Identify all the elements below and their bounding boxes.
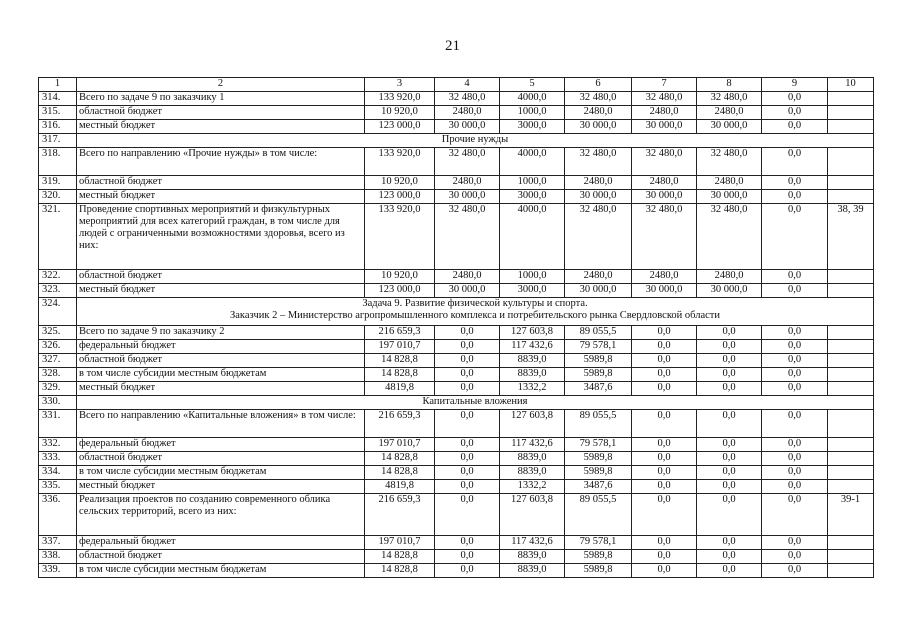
description-cell: в том числе субсидии местным бюджетам	[77, 564, 365, 578]
value-cell: 30 000,0	[632, 120, 697, 134]
value-cell: 0,0	[697, 564, 762, 578]
value-cell: 0,0	[697, 326, 762, 340]
value-cell: 197 010,7	[365, 536, 435, 550]
value-cell: 133 920,0	[365, 204, 435, 270]
value-cell: 2480,0	[697, 270, 762, 284]
value-cell: 0,0	[435, 564, 500, 578]
target-ref-cell: 38, 39	[828, 204, 874, 270]
header-row	[39, 78, 874, 92]
value-cell: 14 828,8	[365, 550, 435, 564]
value-cell: 1332,2	[500, 382, 565, 396]
row-number: 326.	[39, 340, 77, 354]
value-cell: 32 480,0	[565, 148, 632, 176]
value-cell: 0,0	[762, 480, 828, 494]
value-cell: 5989,8	[565, 354, 632, 368]
section-title-line: Задача 9. Развитие физической культуры и спорта.	[362, 298, 588, 309]
value-cell: 0,0	[762, 270, 828, 284]
target-ref-cell	[828, 410, 874, 438]
value-cell: 133 920,0	[365, 148, 435, 176]
value-cell: 0,0	[435, 340, 500, 354]
value-cell: 2480,0	[697, 106, 762, 120]
header-cell: 8	[697, 78, 762, 92]
table-body	[39, 92, 874, 578]
header-cell: 4	[435, 78, 500, 92]
target-ref-cell	[828, 120, 874, 134]
description-cell: Реализация проектов по созданию современного облика сельских территорий, всего из них:	[77, 494, 365, 536]
row-number: 331.	[39, 410, 77, 438]
row-number: 329.	[39, 382, 77, 396]
value-cell: 8839,0	[500, 564, 565, 578]
section-title: Капитальные вложения	[77, 396, 874, 410]
value-cell: 0,0	[435, 410, 500, 438]
row-number: 316.	[39, 120, 77, 134]
value-cell: 3000,0	[500, 190, 565, 204]
value-cell: 0,0	[762, 176, 828, 190]
row-number: 325.	[39, 326, 77, 340]
row-number: 317.	[39, 134, 77, 148]
value-cell: 0,0	[762, 452, 828, 466]
value-cell: 0,0	[762, 148, 828, 176]
description-cell: федеральный бюджет	[77, 438, 365, 452]
value-cell: 0,0	[697, 480, 762, 494]
table-row	[39, 204, 874, 270]
value-cell: 79 578,1	[565, 438, 632, 452]
value-cell: 2480,0	[565, 270, 632, 284]
value-cell: 0,0	[697, 382, 762, 396]
table-row	[39, 284, 874, 298]
value-cell: 0,0	[632, 466, 697, 480]
description-cell: федеральный бюджет	[77, 536, 365, 550]
value-cell: 8839,0	[500, 354, 565, 368]
table-row	[39, 326, 874, 340]
value-cell: 0,0	[762, 438, 828, 452]
value-cell: 0,0	[697, 368, 762, 382]
table-row	[39, 190, 874, 204]
value-cell: 32 480,0	[632, 204, 697, 270]
value-cell: 4819,8	[365, 382, 435, 396]
description-cell: в том числе субсидии местным бюджетам	[77, 466, 365, 480]
section-title-line: Заказчик 2 – Министерство агропромышленного комплекса и потребительского рынка Свердловской области	[230, 310, 720, 321]
header-cell: 6	[565, 78, 632, 92]
value-cell: 216 659,3	[365, 410, 435, 438]
value-cell: 0,0	[632, 564, 697, 578]
value-cell: 32 480,0	[697, 204, 762, 270]
target-ref-cell	[828, 148, 874, 176]
value-cell: 14 828,8	[365, 354, 435, 368]
value-cell: 2480,0	[435, 176, 500, 190]
value-cell: 0,0	[762, 410, 828, 438]
value-cell: 14 828,8	[365, 452, 435, 466]
page-number: 21	[445, 38, 460, 54]
value-cell: 123 000,0	[365, 120, 435, 134]
value-cell: 8839,0	[500, 466, 565, 480]
table-row	[39, 92, 874, 106]
target-ref-cell	[828, 564, 874, 578]
value-cell: 127 603,8	[500, 326, 565, 340]
description-cell: Проведение спортивных мероприятий и физкультурных мероприятий для всех категорий граждан, в том числе для людей с ограниченными возможностями здоровья, всего из них:	[77, 204, 365, 270]
description-cell: Всего по направлению «Прочие нужды» в том числе:	[77, 148, 365, 176]
description-cell: местный бюджет	[77, 120, 365, 134]
value-cell: 0,0	[697, 438, 762, 452]
value-cell: 30 000,0	[565, 284, 632, 298]
value-cell: 32 480,0	[565, 204, 632, 270]
value-cell: 197 010,7	[365, 340, 435, 354]
value-cell: 0,0	[435, 326, 500, 340]
value-cell: 8839,0	[500, 550, 565, 564]
row-number: 315.	[39, 106, 77, 120]
value-cell: 0,0	[435, 480, 500, 494]
value-cell: 0,0	[435, 354, 500, 368]
value-cell: 0,0	[632, 438, 697, 452]
value-cell: 0,0	[762, 190, 828, 204]
value-cell: 32 480,0	[632, 148, 697, 176]
value-cell: 0,0	[762, 466, 828, 480]
value-cell: 4000,0	[500, 92, 565, 106]
value-cell: 89 055,5	[565, 494, 632, 536]
value-cell: 127 603,8	[500, 410, 565, 438]
value-cell: 2480,0	[435, 106, 500, 120]
value-cell: 5989,8	[565, 452, 632, 466]
value-cell: 2480,0	[697, 176, 762, 190]
value-cell: 0,0	[762, 204, 828, 270]
header-cell: 5	[500, 78, 565, 92]
value-cell: 89 055,5	[565, 326, 632, 340]
value-cell: 0,0	[632, 550, 697, 564]
target-ref-cell	[828, 106, 874, 120]
row-number: 333.	[39, 452, 77, 466]
value-cell: 0,0	[762, 326, 828, 340]
value-cell: 1000,0	[500, 176, 565, 190]
description-cell: Всего по задаче 9 по заказчику 2	[77, 326, 365, 340]
value-cell: 3487,6	[565, 382, 632, 396]
value-cell: 0,0	[435, 494, 500, 536]
section-title	[77, 298, 874, 326]
value-cell: 0,0	[762, 564, 828, 578]
value-cell: 30 000,0	[435, 190, 500, 204]
value-cell: 0,0	[762, 536, 828, 550]
target-ref-cell	[828, 368, 874, 382]
value-cell: 10 920,0	[365, 176, 435, 190]
row-number: 332.	[39, 438, 77, 452]
value-cell: 32 480,0	[697, 148, 762, 176]
value-cell: 0,0	[632, 536, 697, 550]
value-cell: 197 010,7	[365, 438, 435, 452]
target-ref-cell	[828, 466, 874, 480]
value-cell: 32 480,0	[435, 204, 500, 270]
section-title: Прочие нужды	[77, 134, 874, 148]
value-cell: 0,0	[435, 382, 500, 396]
value-cell: 0,0	[762, 354, 828, 368]
value-cell: 32 480,0	[435, 148, 500, 176]
value-cell: 0,0	[632, 410, 697, 438]
table-row	[39, 134, 874, 148]
value-cell: 30 000,0	[632, 190, 697, 204]
table-header	[39, 78, 874, 92]
row-number: 319.	[39, 176, 77, 190]
description-cell: Всего по задаче 9 по заказчику 1	[77, 92, 365, 106]
value-cell: 2480,0	[632, 106, 697, 120]
value-cell: 216 659,3	[365, 494, 435, 536]
target-ref-cell	[828, 340, 874, 354]
table-row	[39, 120, 874, 134]
value-cell: 0,0	[697, 354, 762, 368]
value-cell: 14 828,8	[365, 466, 435, 480]
target-ref-cell: 39-1	[828, 494, 874, 536]
value-cell: 0,0	[435, 466, 500, 480]
value-cell: 127 603,8	[500, 494, 565, 536]
value-cell: 0,0	[762, 284, 828, 298]
value-cell: 30 000,0	[697, 120, 762, 134]
row-number: 314.	[39, 92, 77, 106]
value-cell: 123 000,0	[365, 284, 435, 298]
target-ref-cell	[828, 536, 874, 550]
value-cell: 3000,0	[500, 284, 565, 298]
table-row	[39, 382, 874, 396]
value-cell: 0,0	[632, 480, 697, 494]
row-number: 334.	[39, 466, 77, 480]
value-cell: 0,0	[435, 536, 500, 550]
row-number: 335.	[39, 480, 77, 494]
value-cell: 0,0	[632, 354, 697, 368]
row-number: 318.	[39, 148, 77, 176]
target-ref-cell	[828, 438, 874, 452]
value-cell: 0,0	[762, 550, 828, 564]
table-row	[39, 410, 874, 438]
value-cell: 30 000,0	[565, 120, 632, 134]
description-cell: в том числе субсидии местным бюджетам	[77, 368, 365, 382]
header-cell: 3	[365, 78, 435, 92]
description-cell: федеральный бюджет	[77, 340, 365, 354]
value-cell: 0,0	[632, 382, 697, 396]
value-cell: 0,0	[762, 120, 828, 134]
description-cell: местный бюджет	[77, 190, 365, 204]
table-row	[39, 494, 874, 536]
row-number: 324.	[39, 298, 77, 326]
value-cell: 2480,0	[632, 270, 697, 284]
table-row	[39, 466, 874, 480]
target-ref-cell	[828, 480, 874, 494]
target-ref-cell	[828, 176, 874, 190]
value-cell: 32 480,0	[632, 92, 697, 106]
value-cell: 1332,2	[500, 480, 565, 494]
value-cell: 123 000,0	[365, 190, 435, 204]
value-cell: 32 480,0	[435, 92, 500, 106]
value-cell: 10 920,0	[365, 270, 435, 284]
header-cell: 7	[632, 78, 697, 92]
value-cell: 0,0	[632, 368, 697, 382]
row-number: 323.	[39, 284, 77, 298]
value-cell: 4819,8	[365, 480, 435, 494]
row-number: 321.	[39, 204, 77, 270]
row-number: 337.	[39, 536, 77, 550]
value-cell: 30 000,0	[697, 284, 762, 298]
value-cell: 5989,8	[565, 466, 632, 480]
target-ref-cell	[828, 382, 874, 396]
value-cell: 0,0	[762, 92, 828, 106]
table-row	[39, 536, 874, 550]
row-number: 322.	[39, 270, 77, 284]
value-cell: 1000,0	[500, 106, 565, 120]
value-cell: 79 578,1	[565, 536, 632, 550]
description-cell: областной бюджет	[77, 270, 365, 284]
value-cell: 4000,0	[500, 204, 565, 270]
value-cell: 0,0	[632, 494, 697, 536]
target-ref-cell	[828, 190, 874, 204]
value-cell: 117 432,6	[500, 536, 565, 550]
table-row	[39, 438, 874, 452]
description-cell: Всего по направлению «Капитальные вложения» в том числе:	[77, 410, 365, 438]
value-cell: 8839,0	[500, 452, 565, 466]
table-row	[39, 396, 874, 410]
target-ref-cell	[828, 452, 874, 466]
value-cell: 117 432,6	[500, 438, 565, 452]
value-cell: 0,0	[697, 466, 762, 480]
value-cell: 10 920,0	[365, 106, 435, 120]
value-cell: 0,0	[697, 536, 762, 550]
value-cell: 0,0	[762, 340, 828, 354]
table-row	[39, 106, 874, 120]
description-cell: областной бюджет	[77, 106, 365, 120]
row-number: 330.	[39, 396, 77, 410]
value-cell: 14 828,8	[365, 368, 435, 382]
table-row	[39, 452, 874, 466]
value-cell: 0,0	[697, 340, 762, 354]
value-cell: 4000,0	[500, 148, 565, 176]
value-cell: 8839,0	[500, 368, 565, 382]
table-row	[39, 564, 874, 578]
value-cell: 133 920,0	[365, 92, 435, 106]
value-cell: 30 000,0	[565, 190, 632, 204]
table-row	[39, 368, 874, 382]
value-cell: 0,0	[697, 410, 762, 438]
value-cell: 117 432,6	[500, 340, 565, 354]
row-number: 338.	[39, 550, 77, 564]
row-number: 327.	[39, 354, 77, 368]
value-cell: 2480,0	[565, 176, 632, 190]
header-cell: 1	[39, 78, 77, 92]
description-cell: областной бюджет	[77, 452, 365, 466]
row-number: 339.	[39, 564, 77, 578]
value-cell: 2480,0	[632, 176, 697, 190]
target-ref-cell	[828, 270, 874, 284]
value-cell: 216 659,3	[365, 326, 435, 340]
value-cell: 30 000,0	[435, 284, 500, 298]
value-cell: 0,0	[762, 494, 828, 536]
table-row	[39, 354, 874, 368]
row-number: 320.	[39, 190, 77, 204]
value-cell: 5989,8	[565, 564, 632, 578]
header-cell: 10	[828, 78, 874, 92]
value-cell: 14 828,8	[365, 564, 435, 578]
description-cell: областной бюджет	[77, 550, 365, 564]
value-cell: 1000,0	[500, 270, 565, 284]
value-cell: 2480,0	[565, 106, 632, 120]
table-row	[39, 340, 874, 354]
value-cell: 79 578,1	[565, 340, 632, 354]
target-ref-cell	[828, 550, 874, 564]
value-cell: 0,0	[632, 340, 697, 354]
table-row	[39, 480, 874, 494]
value-cell: 32 480,0	[565, 92, 632, 106]
value-cell: 0,0	[435, 438, 500, 452]
target-ref-cell	[828, 92, 874, 106]
target-ref-cell	[828, 326, 874, 340]
value-cell: 2480,0	[435, 270, 500, 284]
row-number: 328.	[39, 368, 77, 382]
value-cell: 0,0	[632, 326, 697, 340]
table-row	[39, 550, 874, 564]
value-cell: 0,0	[435, 368, 500, 382]
value-cell: 30 000,0	[435, 120, 500, 134]
value-cell: 5989,8	[565, 368, 632, 382]
header-cell: 2	[77, 78, 365, 92]
row-number: 336.	[39, 494, 77, 536]
value-cell: 32 480,0	[697, 92, 762, 106]
table-row	[39, 298, 874, 326]
value-cell: 30 000,0	[632, 284, 697, 298]
description-cell: местный бюджет	[77, 480, 365, 494]
description-cell: областной бюджет	[77, 354, 365, 368]
table-row	[39, 176, 874, 190]
value-cell: 0,0	[762, 106, 828, 120]
table-row	[39, 270, 874, 284]
header-cell: 9	[762, 78, 828, 92]
value-cell: 89 055,5	[565, 410, 632, 438]
budget-table	[38, 77, 874, 578]
value-cell: 0,0	[697, 452, 762, 466]
description-cell: областной бюджет	[77, 176, 365, 190]
value-cell: 3487,6	[565, 480, 632, 494]
value-cell: 0,0	[762, 368, 828, 382]
value-cell: 0,0	[632, 452, 697, 466]
value-cell: 0,0	[762, 382, 828, 396]
value-cell: 0,0	[697, 550, 762, 564]
value-cell: 3000,0	[500, 120, 565, 134]
value-cell: 30 000,0	[697, 190, 762, 204]
description-cell: местный бюджет	[77, 284, 365, 298]
description-cell: местный бюджет	[77, 382, 365, 396]
value-cell: 0,0	[697, 494, 762, 536]
value-cell: 5989,8	[565, 550, 632, 564]
value-cell: 0,0	[435, 550, 500, 564]
target-ref-cell	[828, 284, 874, 298]
target-ref-cell	[828, 354, 874, 368]
table-row	[39, 148, 874, 176]
value-cell: 0,0	[435, 452, 500, 466]
